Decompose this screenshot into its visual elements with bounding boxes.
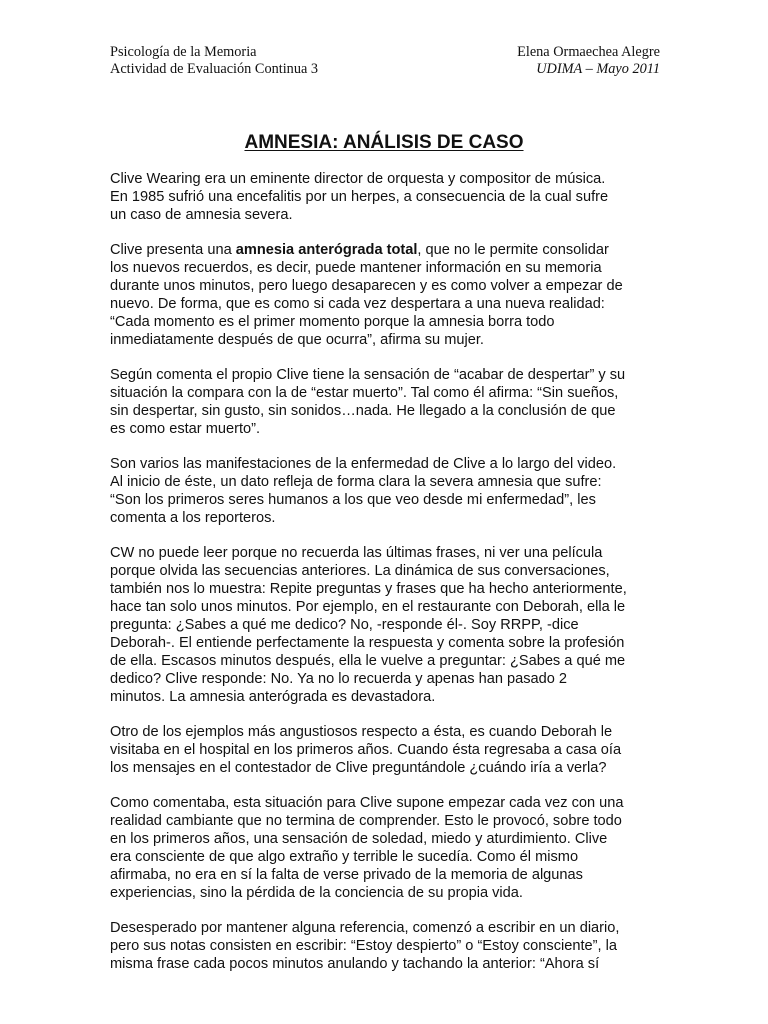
text-line: comenta a los reporteros. bbox=[110, 510, 276, 526]
header-left bbox=[110, 44, 318, 78]
text-line: Según comenta el propio Clive tiene la sensación de “acabar de despertar” y su bbox=[110, 367, 626, 383]
text-line: pero sus notas consisten en escribir: “Estoy despierto” o “Estoy consciente”, la bbox=[110, 938, 617, 954]
text-line: situación la compara con la de “estar muerto”. Tal como él afirma: “Sin sueños, bbox=[110, 385, 619, 401]
document-title: AMNESIA: ANÁLISIS DE CASO bbox=[244, 132, 524, 153]
text-run: , que no le permite consolidar bbox=[417, 242, 609, 258]
text-line: Al inicio de éste, un dato refleja de forma clara la severa amnesia que sufre: bbox=[110, 474, 602, 490]
text-run: Clive presenta una bbox=[110, 242, 236, 258]
text-line: sin despertar, sin gusto, sin sonidos…nada. He llegado a la conclusión de que bbox=[110, 403, 616, 419]
text-line: los nuevos recuerdos, es decir, puede mantener información en su memoria bbox=[110, 260, 602, 276]
text-line: Como comentaba, esta situación para Clive supone empezar cada vez con una bbox=[110, 795, 624, 811]
text-line: realidad cambiante que no termina de comprender. Esto le provocó, sobre todo bbox=[110, 813, 622, 829]
institution-date: UDIMA – Mayo 2011 bbox=[536, 61, 660, 77]
text-line bbox=[110, 241, 665, 259]
paragraph-5 bbox=[110, 544, 665, 706]
text-line: en los primeros años, una sensación de soledad, miedo y aturdimiento. Clive bbox=[110, 831, 608, 847]
paragraph-8 bbox=[110, 919, 665, 973]
text-line: “Son los primeros seres humanos a los que veo desde mi enfermedad”, les bbox=[110, 492, 596, 508]
text-line: Otro de los ejemplos más angustiosos respecto a ésta, es cuando Deborah le bbox=[110, 724, 613, 740]
text-line: Son varios las manifestaciones de la enfermedad de Clive a lo largo del video. bbox=[110, 456, 617, 472]
text-line: porque olvida las secuencias anteriores. La dinámica de sus conversaciones, bbox=[110, 563, 610, 579]
text-line: minutos. La amnesia anterógrada es devastadora. bbox=[110, 689, 436, 705]
text-line: era consciente de que algo extraño y terrible le sucedía. Como él mismo bbox=[110, 849, 579, 865]
bold-term: amnesia anterógrada total bbox=[235, 242, 418, 258]
text-line: un caso de amnesia severa. bbox=[110, 207, 293, 223]
paragraph-7 bbox=[110, 794, 665, 902]
text-line: afirmaba, no era en sí la falta de verse privado de la memoria de algunas bbox=[110, 867, 583, 883]
paragraph-4 bbox=[110, 455, 665, 527]
document-body bbox=[110, 170, 665, 990]
text-line: nuevo. De forma, que es como si cada vez despertara a una nueva realidad: bbox=[110, 296, 605, 312]
text-line: Clive Wearing era un eminente director de orquesta y compositor de música. bbox=[110, 171, 606, 187]
activity-title: Actividad de Evaluación Continua 3 bbox=[110, 61, 319, 77]
text-line: pregunta: ¿Sabes a qué me dedico? No, -responde él-. Soy RRPP, -dice bbox=[110, 617, 579, 633]
text-line: Deborah-. El entiende perfectamente la respuesta y comenta sobre la profesión bbox=[110, 635, 625, 651]
text-line: hace tan solo unos minutos. Por ejemplo, en el restaurante con Deborah, ella le bbox=[110, 599, 626, 615]
text-line: visitaba en el hospital en los primeros años. Cuando ésta regresaba a casa oía bbox=[110, 742, 622, 758]
text-line: Desesperado por mantener alguna referencia, comenzó a escribir en un diario, bbox=[110, 920, 620, 936]
text-line: CW no puede leer porque no recuerda las últimas frases, ni ver una película bbox=[110, 545, 603, 561]
header-right bbox=[517, 44, 660, 78]
paragraph-1 bbox=[110, 170, 665, 224]
paragraph-3 bbox=[110, 366, 665, 438]
text-line: “Cada momento es el primer momento porque la amnesia borra todo bbox=[110, 314, 555, 330]
author-name: Elena Ormaechea Alegre bbox=[517, 44, 660, 60]
paragraph-2 bbox=[110, 241, 665, 349]
text-line: experiencias, sino la pérdida de la conciencia de su propia vida. bbox=[110, 885, 523, 901]
text-line: también nos lo muestra: Repite preguntas y frases que ha hecho anteriormente, bbox=[110, 581, 627, 597]
text-line: los mensajes en el contestador de Clive preguntándole ¿cuándo iría a verla? bbox=[110, 760, 607, 776]
text-line: misma frase cada pocos minutos anulando y tachando la anterior: “Ahora sí bbox=[110, 956, 600, 972]
text-line: En 1985 sufrió una encefalitis por un herpes, a consecuencia de la cual sufre bbox=[110, 189, 609, 205]
text-line: durante unos minutos, pero luego desaparecen y es como volver a empezar de bbox=[110, 278, 623, 294]
paragraph-6 bbox=[110, 723, 665, 777]
text-line: es como estar muerto”. bbox=[110, 421, 261, 437]
course-title: Psicología de la Memoria bbox=[110, 44, 257, 60]
text-line: de ella. Escasos minutos después, ella le vuelve a preguntar: ¿Sabes a qué me bbox=[110, 653, 626, 669]
text-line: dedico? Clive responde: No. Ya no lo recuerda y apenas han pasado 2 bbox=[110, 671, 568, 687]
text-line: inmediatamente después de que ocurra”, afirma su mujer. bbox=[110, 332, 484, 348]
